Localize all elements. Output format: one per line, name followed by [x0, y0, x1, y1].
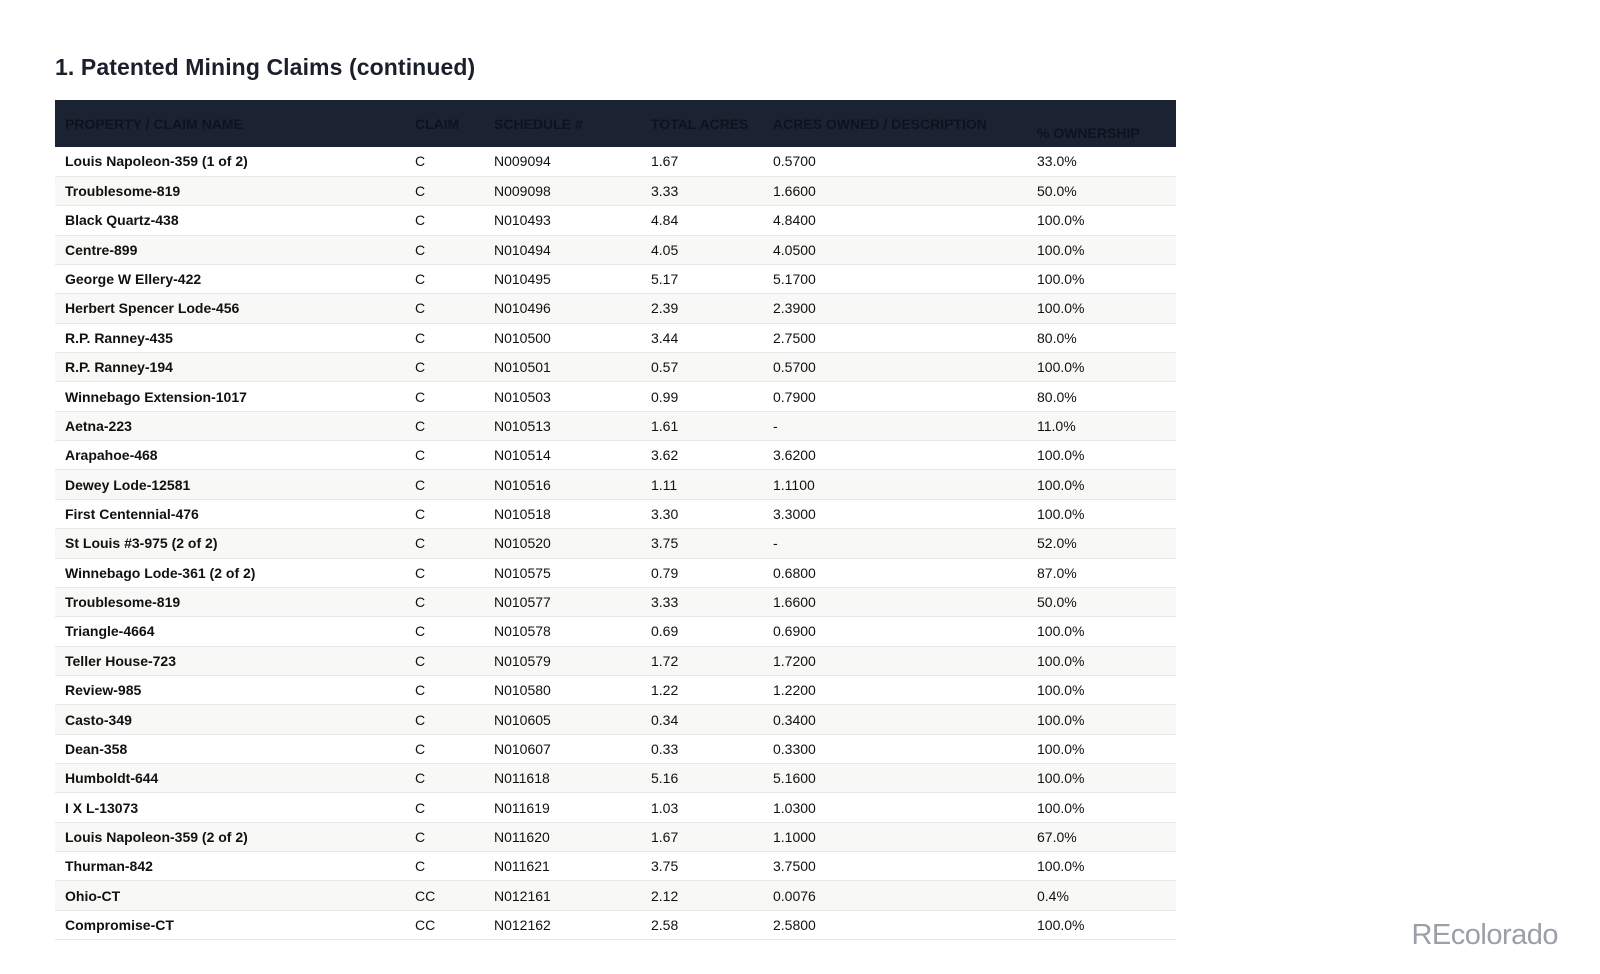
cell-total-acres: 2.58	[651, 917, 679, 934]
cell-claim: C	[415, 828, 426, 845]
cell-property-name: Louis Napoleon-359 (2 of 2)	[65, 828, 248, 845]
cell-claim: C	[415, 212, 426, 229]
cell-schedule: N010605	[494, 711, 551, 728]
cell-schedule: N010493	[494, 212, 551, 229]
cell-total-acres: 1.61	[651, 417, 679, 434]
cell-acres-owned: 0.5700	[773, 359, 816, 376]
cell-acres-owned: 5.1600	[773, 770, 816, 787]
table-row	[55, 235, 1176, 264]
header-claim: CLAIM	[415, 115, 460, 132]
header-row	[55, 100, 1176, 147]
cell-schedule: N010520	[494, 535, 551, 552]
cell-property-name: Troublesome-819	[65, 183, 181, 200]
cell-schedule: N011618	[494, 770, 550, 787]
cell-ownership: 100.0%	[1037, 858, 1085, 875]
cell-acres-owned: 4.0500	[773, 241, 816, 258]
cell-ownership: 100.0%	[1037, 505, 1085, 522]
cell-claim: C	[415, 359, 426, 376]
cell-total-acres: 5.16	[651, 770, 679, 787]
cell-ownership: 100.0%	[1037, 476, 1085, 493]
cell-schedule: N010578	[494, 623, 551, 640]
cell-property-name: Dean-358	[65, 740, 128, 757]
cell-property-name: R.P. Ranney-435	[65, 329, 173, 346]
table-row	[55, 910, 1176, 939]
cell-ownership: 80.0%	[1037, 329, 1077, 346]
cell-claim: C	[415, 183, 426, 200]
cell-claim: C	[415, 623, 426, 640]
cell-schedule: N012161	[494, 887, 551, 904]
table-row	[55, 441, 1176, 470]
cell-property-name: Winnebago Extension-1017	[65, 388, 247, 405]
cell-total-acres: 0.99	[651, 388, 679, 405]
table-row	[55, 470, 1176, 499]
cell-claim: C	[415, 770, 426, 787]
cell-total-acres: 0.79	[651, 564, 679, 581]
table-row	[55, 734, 1176, 763]
table-row	[55, 411, 1176, 440]
table-row	[55, 587, 1176, 616]
claims-table	[55, 100, 1176, 940]
cell-ownership: 100.0%	[1037, 271, 1085, 288]
table-row	[55, 852, 1176, 881]
table-body	[55, 147, 1176, 940]
table-row	[55, 558, 1176, 587]
cell-schedule: N010518	[494, 505, 551, 522]
cell-property-name: Humboldt-644	[65, 770, 159, 787]
cell-acres-owned: 0.7900	[773, 388, 816, 405]
cell-schedule: N010503	[494, 388, 551, 405]
cell-acres-owned: 2.3900	[773, 300, 816, 317]
cell-ownership: 52.0%	[1037, 535, 1077, 552]
cell-claim: C	[415, 241, 426, 258]
cell-total-acres: 4.05	[651, 241, 679, 258]
header-ownership: % OWNERSHIP	[1037, 125, 1140, 141]
table-row	[55, 529, 1176, 558]
table-row	[55, 294, 1176, 323]
cell-claim: C	[415, 329, 426, 346]
cell-acres-owned: -	[773, 417, 778, 434]
cell-acres-owned: 3.6200	[773, 447, 816, 464]
cell-claim: C	[415, 682, 426, 699]
cell-property-name: George W Ellery-422	[65, 271, 202, 288]
cell-ownership: 87.0%	[1037, 564, 1077, 581]
cell-total-acres: 3.75	[651, 858, 679, 875]
cell-schedule: N011621	[494, 858, 550, 875]
cell-claim: C	[415, 300, 426, 317]
cell-claim: C	[415, 799, 426, 816]
cell-acres-owned: 1.6600	[773, 594, 816, 611]
cell-acres-owned: 0.5700	[773, 153, 816, 170]
cell-claim: C	[415, 711, 426, 728]
cell-acres-owned: 1.1100	[773, 476, 815, 493]
cell-total-acres: 3.30	[651, 505, 679, 522]
cell-ownership: 0.4%	[1037, 887, 1069, 904]
cell-acres-owned: 0.3400	[773, 711, 816, 728]
cell-total-acres: 3.62	[651, 447, 679, 464]
cell-ownership: 67.0%	[1037, 828, 1077, 845]
cell-ownership: 50.0%	[1037, 594, 1077, 611]
cell-property-name: Thurman-842	[65, 858, 153, 875]
table-row	[55, 353, 1176, 382]
cell-claim: C	[415, 564, 426, 581]
cell-total-acres: 4.84	[651, 212, 679, 229]
cell-property-name: First Centennial-476	[65, 505, 199, 522]
cell-total-acres: 1.67	[651, 153, 679, 170]
table-row	[55, 176, 1176, 205]
cell-schedule: N010513	[494, 417, 551, 434]
cell-claim: C	[415, 652, 426, 669]
cell-property-name: R.P. Ranney-194	[65, 359, 173, 376]
cell-property-name: Troublesome-819	[65, 594, 181, 611]
cell-schedule: N010501	[494, 359, 551, 376]
cell-acres-owned: 0.0076	[773, 887, 816, 904]
cell-acres-owned: 3.3000	[773, 505, 816, 522]
cell-acres-owned: 1.7200	[773, 652, 816, 669]
cell-property-name: Aetna-223	[65, 417, 132, 434]
cell-schedule: N010496	[494, 300, 551, 317]
cell-schedule: N012162	[494, 917, 551, 934]
cell-total-acres: 1.22	[651, 682, 679, 699]
cell-ownership: 100.0%	[1037, 711, 1085, 728]
cell-ownership: 100.0%	[1037, 623, 1085, 640]
cell-property-name: Teller House-723	[65, 652, 177, 669]
cell-claim: C	[415, 535, 426, 552]
table-row	[55, 147, 1176, 176]
cell-property-name: Winnebago Lode-361 (2 of 2)	[65, 564, 256, 581]
table-row	[55, 264, 1176, 293]
cell-acres-owned: 1.1000	[773, 828, 816, 845]
cell-property-name: Louis Napoleon-359 (1 of 2)	[65, 153, 248, 170]
cell-claim: C	[415, 740, 426, 757]
cell-property-name: Dewey Lode-12581	[65, 476, 191, 493]
table-row	[55, 499, 1176, 528]
cell-property-name: Ohio-CT	[65, 887, 121, 904]
cell-ownership: 100.0%	[1037, 241, 1085, 258]
cell-property-name: Black Quartz-438	[65, 212, 179, 229]
cell-ownership: 50.0%	[1037, 183, 1077, 200]
cell-schedule: N011620	[494, 828, 550, 845]
cell-acres-owned: 0.6800	[773, 564, 816, 581]
table-row	[55, 764, 1176, 793]
cell-property-name: Review-985	[65, 682, 142, 699]
cell-schedule: N010514	[494, 447, 551, 464]
cell-claim: CC	[415, 917, 436, 934]
cell-claim: C	[415, 594, 426, 611]
cell-total-acres: 1.11	[651, 476, 678, 493]
cell-property-name: Casto-349	[65, 711, 132, 728]
cell-claim: CC	[415, 887, 436, 904]
cell-schedule: N010577	[494, 594, 551, 611]
cell-total-acres: 1.72	[651, 652, 679, 669]
cell-total-acres: 1.67	[651, 828, 679, 845]
cell-total-acres: 5.17	[651, 271, 679, 288]
cell-ownership: 100.0%	[1037, 799, 1085, 816]
header-property-name: PROPERTY / CLAIM NAME	[65, 115, 243, 132]
cell-property-name: St Louis #3-975 (2 of 2)	[65, 535, 218, 552]
cell-ownership: 11.0%	[1037, 417, 1076, 434]
table-row	[55, 705, 1176, 734]
cell-schedule: N010516	[494, 476, 551, 493]
cell-ownership: 100.0%	[1037, 652, 1085, 669]
cell-schedule: N011619	[494, 799, 550, 816]
cell-schedule: N010575	[494, 564, 551, 581]
cell-schedule: N010579	[494, 652, 551, 669]
cell-claim: C	[415, 271, 426, 288]
cell-ownership: 100.0%	[1037, 917, 1085, 934]
page-title: 1. Patented Mining Claims (continued)	[55, 54, 476, 80]
cell-acres-owned: 5.1700	[773, 271, 816, 288]
cell-ownership: 100.0%	[1037, 212, 1085, 229]
cell-total-acres: 0.57	[651, 359, 679, 376]
cell-total-acres: 3.44	[651, 329, 679, 346]
cell-property-name: I X L-13073	[65, 799, 139, 816]
cell-claim: C	[415, 388, 426, 405]
cell-total-acres: 0.33	[651, 740, 679, 757]
cell-ownership: 100.0%	[1037, 447, 1085, 464]
table-row	[55, 206, 1176, 235]
table-row	[55, 822, 1176, 851]
cell-property-name: Herbert Spencer Lode-456	[65, 300, 240, 317]
cell-schedule: N010607	[494, 740, 551, 757]
cell-acres-owned: 4.8400	[773, 212, 816, 229]
cell-claim: C	[415, 417, 426, 434]
cell-ownership: 100.0%	[1037, 300, 1085, 317]
table-row	[55, 646, 1176, 675]
table-header	[55, 100, 1176, 147]
cell-acres-owned: 1.2200	[773, 682, 816, 699]
table-row	[55, 675, 1176, 704]
cell-acres-owned: 1.0300	[773, 799, 816, 816]
cell-property-name: Triangle-4664	[65, 623, 155, 640]
cell-property-name: Arapahoe-468	[65, 447, 158, 464]
cell-claim: C	[415, 505, 426, 522]
cell-schedule: N010500	[494, 329, 551, 346]
recolorado-watermark: REcolorado	[1411, 919, 1558, 951]
cell-total-acres: 3.33	[651, 183, 679, 200]
cell-total-acres: 2.12	[651, 887, 679, 904]
cell-total-acres: 3.75	[651, 535, 679, 552]
cell-total-acres: 0.34	[651, 711, 679, 728]
cell-schedule: N009094	[494, 153, 551, 170]
cell-schedule: N010580	[494, 682, 551, 699]
cell-property-name: Compromise-CT	[65, 917, 174, 934]
cell-claim: C	[415, 858, 426, 875]
cell-total-acres: 1.03	[651, 799, 679, 816]
cell-ownership: 100.0%	[1037, 740, 1085, 757]
cell-ownership: 100.0%	[1037, 359, 1085, 376]
cell-ownership: 100.0%	[1037, 770, 1085, 787]
cell-ownership: 100.0%	[1037, 682, 1085, 699]
table-row	[55, 617, 1176, 646]
cell-acres-owned: 3.7500	[773, 858, 816, 875]
cell-schedule: N009098	[494, 183, 551, 200]
cell-ownership: 80.0%	[1037, 388, 1077, 405]
cell-acres-owned: -	[773, 535, 778, 552]
table-row	[55, 881, 1176, 910]
cell-acres-owned: 1.6600	[773, 183, 816, 200]
table-row	[55, 793, 1176, 822]
cell-acres-owned: 2.7500	[773, 329, 816, 346]
header-total-acres: TOTAL ACRES	[651, 115, 749, 132]
table-row	[55, 323, 1176, 352]
cell-claim: C	[415, 447, 426, 464]
header-schedule: SCHEDULE #	[494, 115, 583, 132]
cell-schedule: N010495	[494, 271, 551, 288]
cell-schedule: N010494	[494, 241, 551, 258]
cell-acres-owned: 2.5800	[773, 917, 816, 934]
cell-ownership: 33.0%	[1037, 153, 1077, 170]
cell-total-acres: 0.69	[651, 623, 679, 640]
cell-total-acres: 3.33	[651, 594, 679, 611]
cell-acres-owned: 0.6900	[773, 623, 816, 640]
cell-acres-owned: 0.3300	[773, 740, 816, 757]
cell-claim: C	[415, 153, 426, 170]
table-row	[55, 382, 1176, 411]
cell-property-name: Centre-899	[65, 241, 138, 258]
cell-claim: C	[415, 476, 426, 493]
cell-total-acres: 2.39	[651, 300, 679, 317]
header-acres-owned: ACRES OWNED / DESCRIPTION	[773, 115, 987, 132]
